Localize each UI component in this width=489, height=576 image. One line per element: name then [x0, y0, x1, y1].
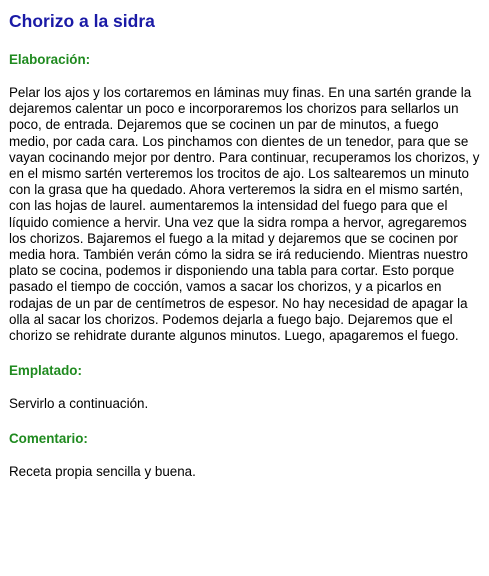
elaboracion-heading: Elaboración: [9, 52, 91, 67]
emplatado-heading: Emplatado: [9, 363, 82, 379]
comentario-text: Receta propia sencilla y buena. [9, 464, 196, 480]
emplatado-text: Servirlo a continuación. [9, 396, 149, 412]
recipe-title: Chorizo a la sidra [9, 11, 155, 31]
comentario-heading: Comentario: [9, 431, 88, 447]
elaboracion-text: Pelar los ajos y los cortaremos en láminas muy finas. En una sartén grande la dejaremos calentar un poco e incorporaremos los chorizos para sellarlos un poco, de entrada. Dejaremos que se cocinen un par de minutos, a fuego medio, por cada cara. Los pinchamos con dientes de un tenedor, para que se vayan cocinando mejor por dentro. Para continuar, recuperamos los chorizos, y en el mismo sartén verteremos los trocitos de ajo. Los saltearemos un minuto con la grasa que ha quedado. Ahora verteremos la sidra en el mismo sartén, con las hojas de laurel. aumentaremos la intensidad del fuego para que el líquido comience a hervir. Una vez que la sidra rompa a hervor, agregaremos los chorizos. Bajaremos el fuego a la mitad y dejaremos que se cocinen por media hora. También verán cómo la sidra se irá reduciendo. Mientras nuestro plato se cocina, podemos ir disponiendo una tabla para cortar. Esto porque pasado el tiempo de cocción, vamos a sacar los chorizos, y a picarlos en rodajas de un par de centímetros de espesor. No hay necesidad de apagar la olla al sacar los chorizos. Podemos dejarla a fuego bajo. Dejaremos que el chorizo se rehidrate durante algunos minutos. Luego, apagaremos el fuego. [9, 85, 480, 344]
